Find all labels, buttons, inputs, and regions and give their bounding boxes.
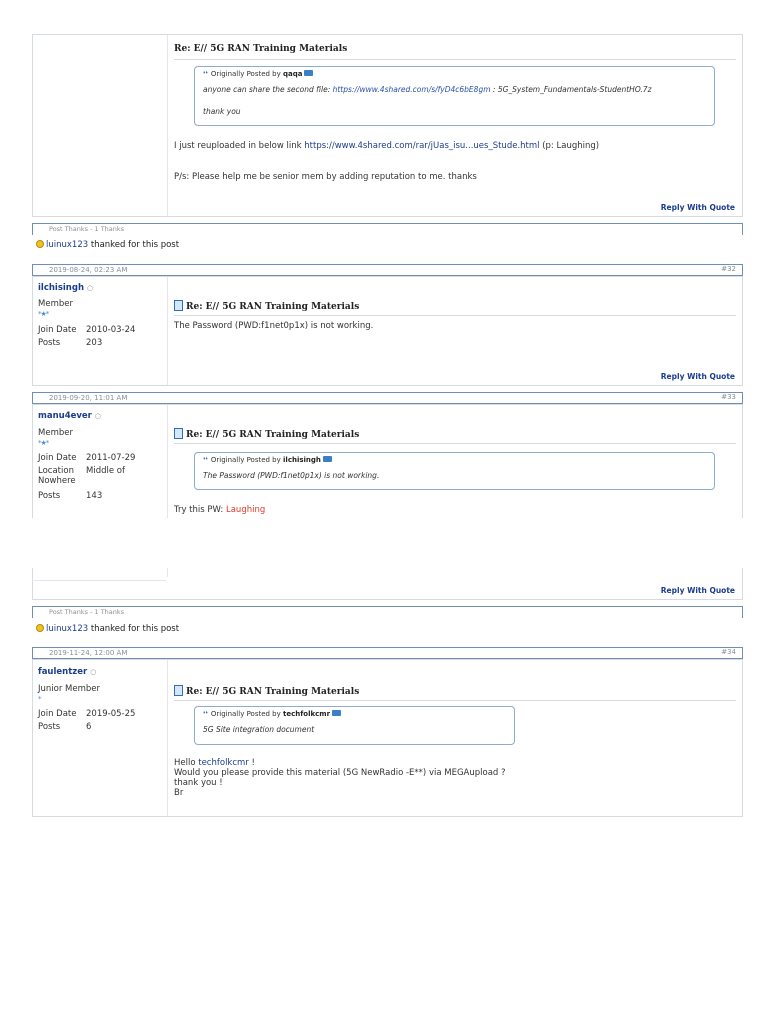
body-line-2: Would you please provide this material (5G NewRadio -E**) via MEGAupload ?: [174, 768, 506, 778]
thanks-line: luinux123 thanked for this post: [36, 240, 179, 250]
quote-header: ❛❛ Originally Posted by ilchisingh: [203, 456, 332, 464]
divider: [174, 59, 736, 60]
thanks-user-link[interactable]: luinux123: [46, 624, 89, 634]
post-33-userinfo-continued: [33, 568, 168, 577]
mention-link[interactable]: techfolkcmr: [198, 758, 249, 768]
quote-body: 5G Site integration document: [203, 725, 315, 734]
post-number-link[interactable]: #34: [721, 648, 736, 656]
join-date: Join Date 2019-05-25: [38, 709, 136, 719]
post-34-title: Re: E// 5G RAN Training Materials: [174, 685, 359, 697]
reputation-stars-icon: *★*: [38, 439, 49, 447]
location: Location Middle of Nowhere: [38, 466, 125, 486]
divider: [174, 443, 736, 444]
post-32: [32, 276, 743, 386]
offline-status-icon: ○: [94, 412, 101, 420]
view-post-icon[interactable]: [332, 710, 341, 716]
user-rank: Member: [38, 428, 73, 438]
user-rank: Junior Member: [38, 684, 101, 694]
quote-body-line2: thank you: [203, 107, 241, 116]
post-34-body: [174, 758, 506, 798]
quote-icon: ❛❛: [203, 70, 208, 78]
divider: [32, 580, 166, 581]
post-33-header: [32, 392, 743, 404]
username-link[interactable]: faulentzer ○: [38, 667, 97, 677]
join-date: Join Date 2010-03-24: [38, 325, 136, 335]
post-count: Posts 203: [38, 338, 103, 348]
post-34-header: [32, 647, 743, 659]
post-33-title: Re: E// 5G RAN Training Materials: [174, 428, 359, 440]
divider: [174, 700, 736, 701]
post-thanks-bar: Post Thanks - 1 Thanks: [32, 606, 743, 618]
quote-icon: ❛❛: [203, 710, 208, 718]
quote-header: ❛❛ Originally Posted by qaqa: [203, 70, 313, 78]
body-line-1: Hello techfolkcmr !: [174, 758, 255, 768]
post-33-body: Try this PW: Laughing: [174, 505, 266, 515]
username-link[interactable]: manu4ever ○: [38, 411, 101, 421]
join-date: Join Date 2011-07-29: [38, 453, 136, 463]
quote-author[interactable]: qaqa: [283, 70, 303, 78]
reply-with-quote-button[interactable]: Reply With Quote: [660, 586, 735, 595]
post-33-continued: [32, 568, 743, 600]
view-post-icon[interactable]: [304, 70, 313, 76]
post-date: 2019-09-20, 11:01 AM: [49, 394, 128, 402]
reply-with-quote-button[interactable]: Reply With Quote: [660, 372, 735, 381]
laughing-smiley-text: Laughing: [225, 505, 266, 515]
post-31-body-2: P/s: Please help me be senior mem by adding reputation to me. thanks: [174, 172, 477, 182]
body-line-3: thank you !: [174, 778, 223, 788]
offline-status-icon: ○: [90, 668, 97, 676]
reply-with-quote-button[interactable]: Reply With Quote: [660, 203, 735, 212]
post-31-body: I just reuploaded in below link https://www.4shared.com/rar/jUas_isu...ues_Stude.html (p: Laughing): [174, 141, 600, 151]
post-31-userinfo: [33, 35, 168, 216]
post-icon: [174, 428, 183, 439]
reputation-stars-icon: *★*: [38, 310, 49, 318]
quote-body: anyone can share the second file: https://www.4shared.com/s/fyD4c6bE8gm : 5G_System_Fundamentals-StudentHO.7z: [203, 85, 652, 94]
smiley-icon: [36, 624, 44, 632]
post-icon: [174, 300, 183, 311]
smiley-icon: [36, 240, 44, 248]
post-icon: [174, 685, 183, 696]
post-31-quote: [194, 66, 715, 126]
post-thanks-bar: Post Thanks - 1 Thanks: [32, 223, 743, 235]
post-date: 2019-08-24, 02:23 AM: [49, 266, 128, 274]
thanks-user-link[interactable]: luinux123: [46, 240, 89, 250]
quote-link[interactable]: https://www.4shared.com/s/fyD4c6bE8gm: [332, 85, 491, 94]
post-33-quote: [194, 452, 715, 490]
body-line-4: Br: [174, 788, 184, 798]
reputation-stars-icon: *: [38, 695, 41, 703]
quote-icon: ❛❛: [203, 456, 208, 464]
post-number-link[interactable]: #33: [721, 393, 736, 401]
offline-status-icon: ○: [87, 284, 94, 292]
post-number-link[interactable]: #32: [721, 265, 736, 273]
quote-body: The Password (PWD:f1net0p1x) is not working.: [203, 471, 380, 480]
quote-author[interactable]: ilchisingh: [283, 456, 321, 464]
post-date: 2019-11-24, 12:00 AM: [49, 649, 128, 657]
divider: [174, 315, 736, 316]
post-32-body: The Password (PWD:f1net0p1x) is not working.: [174, 321, 374, 331]
view-post-icon[interactable]: [323, 456, 332, 462]
post-count: Posts 143: [38, 491, 103, 501]
quote-header: ❛❛ Originally Posted by techfolkcmr: [203, 710, 341, 718]
thanks-line: luinux123 thanked for this post: [36, 624, 179, 634]
post-32-title: Re: E// 5G RAN Training Materials: [174, 300, 359, 312]
quote-author[interactable]: techfolkcmr: [283, 710, 331, 718]
post-32-header: [32, 264, 743, 276]
post-34-quote: [194, 706, 515, 745]
username-link[interactable]: ilchisingh ○: [38, 283, 94, 293]
post-count: Posts 6: [38, 722, 92, 732]
user-rank: Member: [38, 299, 73, 309]
download-link[interactable]: https://www.4shared.com/rar/jUas_isu...ues_Stude.html: [304, 141, 540, 151]
post-31-title: Re: E// 5G RAN Training Materials: [174, 44, 348, 54]
